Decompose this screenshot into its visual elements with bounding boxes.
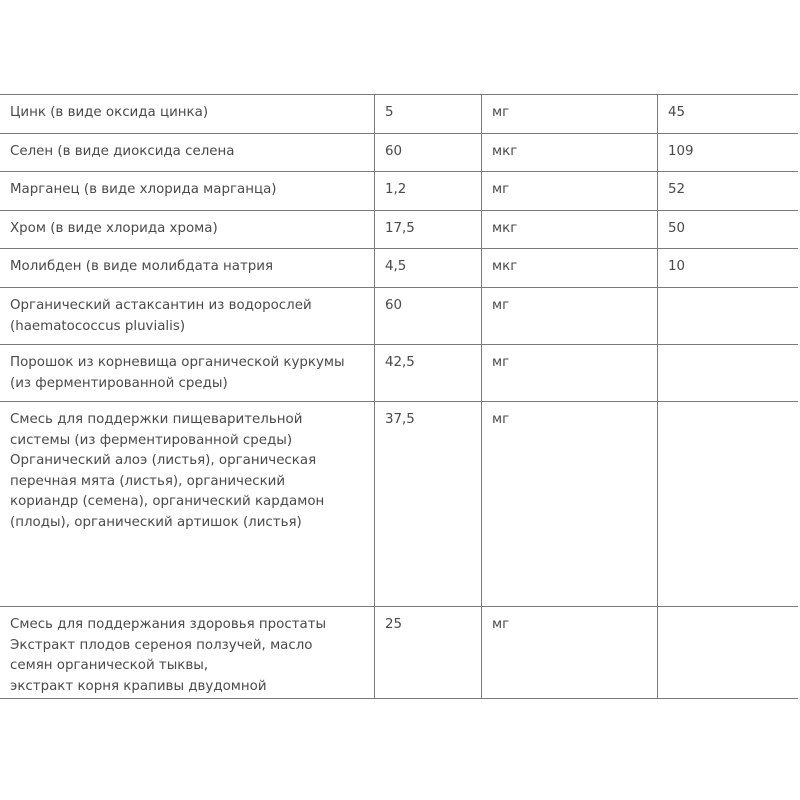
table-row: [0, 607, 798, 699]
table-row: [0, 288, 798, 345]
ingredient-name-line: Смесь для поддержания здоровья простаты: [10, 617, 327, 632]
ingredient-name-line: Молибден (в виде молибдата натрия: [10, 259, 274, 274]
table-row: [0, 249, 798, 288]
ingredient-name-line: Смесь для поддержки пищеварительной: [10, 412, 303, 427]
amount-cell: 25: [375, 607, 482, 699]
ingredient-name-line: кориандр (семена), органический кардамон: [10, 494, 325, 509]
unit-cell: мг: [482, 172, 658, 211]
amount-cell: 60: [375, 134, 482, 172]
ingredient-name-cell: [0, 345, 375, 402]
unit-cell: мг: [482, 345, 658, 402]
ingredient-name-line: семян органической тыквы,: [10, 658, 209, 673]
daily-value-cell: 109: [658, 134, 799, 172]
unit-cell: мкг: [482, 249, 658, 288]
ingredient-name-cell: [0, 95, 375, 134]
ingredient-name-cell: [0, 172, 375, 211]
amount-cell: 4,5: [375, 249, 482, 288]
ingredient-name-line: перечная мята (листья), органический: [10, 473, 286, 489]
ingredient-name-line: (haematococcus pluvialis): [10, 318, 186, 334]
daily-value-cell: 52: [658, 172, 799, 211]
ingredient-name-line: (плоды), органический артишок (листья): [10, 514, 302, 530]
unit-cell: мкг: [482, 134, 658, 172]
daily-value-cell: [658, 402, 799, 607]
ingredient-name-line: Цинк (в виде оксида цинка): [10, 105, 209, 120]
ingredient-name-line: Экстракт плодов сереноя ползучей, масло: [10, 637, 313, 653]
ingredient-name-cell: [0, 211, 375, 249]
table-row: [0, 211, 798, 249]
supplement-facts-table: [0, 94, 798, 699]
daily-value-cell: [658, 607, 799, 699]
ingredient-name-line: Органический алоэ (листья), органическая: [10, 453, 317, 468]
amount-cell: 17,5: [375, 211, 482, 249]
ingredient-name-line: Органический астаксантин из водорослей: [10, 298, 312, 313]
unit-cell: мг: [482, 607, 658, 699]
ingredient-name-line: Марганец (в виде хлорида марганца): [10, 182, 277, 197]
amount-cell: 1,2: [375, 172, 482, 211]
table-row: [0, 172, 798, 211]
ingredient-name-cell: [0, 607, 375, 699]
daily-value-cell: 45: [658, 95, 799, 134]
amount-cell: 42,5: [375, 345, 482, 402]
ingredient-name-cell: [0, 134, 375, 172]
ingredient-name-line: Порошок из корневища органической куркумы: [10, 355, 345, 370]
unit-cell: мг: [482, 95, 658, 134]
unit-cell: мг: [482, 288, 658, 345]
daily-value-cell: 50: [658, 211, 799, 249]
amount-cell: 37,5: [375, 402, 482, 607]
table-row: [0, 134, 798, 172]
ingredient-name-line: (из ферментированной среды): [10, 375, 228, 391]
ingredient-name-line: системы (из ферментированной среды): [10, 432, 293, 448]
table-row: [0, 345, 798, 402]
table-row: [0, 402, 798, 607]
ingredient-name-line: Хром (в виде хлорида хрома): [10, 221, 218, 236]
daily-value-cell: 10: [658, 249, 799, 288]
ingredient-name-line: Селен (в виде диоксида селена: [10, 144, 235, 159]
ingredient-name-cell: [0, 288, 375, 345]
daily-value-cell: [658, 288, 799, 345]
ingredient-name-cell: [0, 249, 375, 288]
ingredient-name-line: экстракт корня крапивы двудомной: [10, 678, 267, 694]
amount-cell: 5: [375, 95, 482, 134]
daily-value-cell: [658, 345, 799, 402]
ingredient-name-cell: [0, 402, 375, 607]
unit-cell: мг: [482, 402, 658, 607]
amount-cell: 60: [375, 288, 482, 345]
unit-cell: мкг: [482, 211, 658, 249]
table-row: [0, 95, 798, 134]
